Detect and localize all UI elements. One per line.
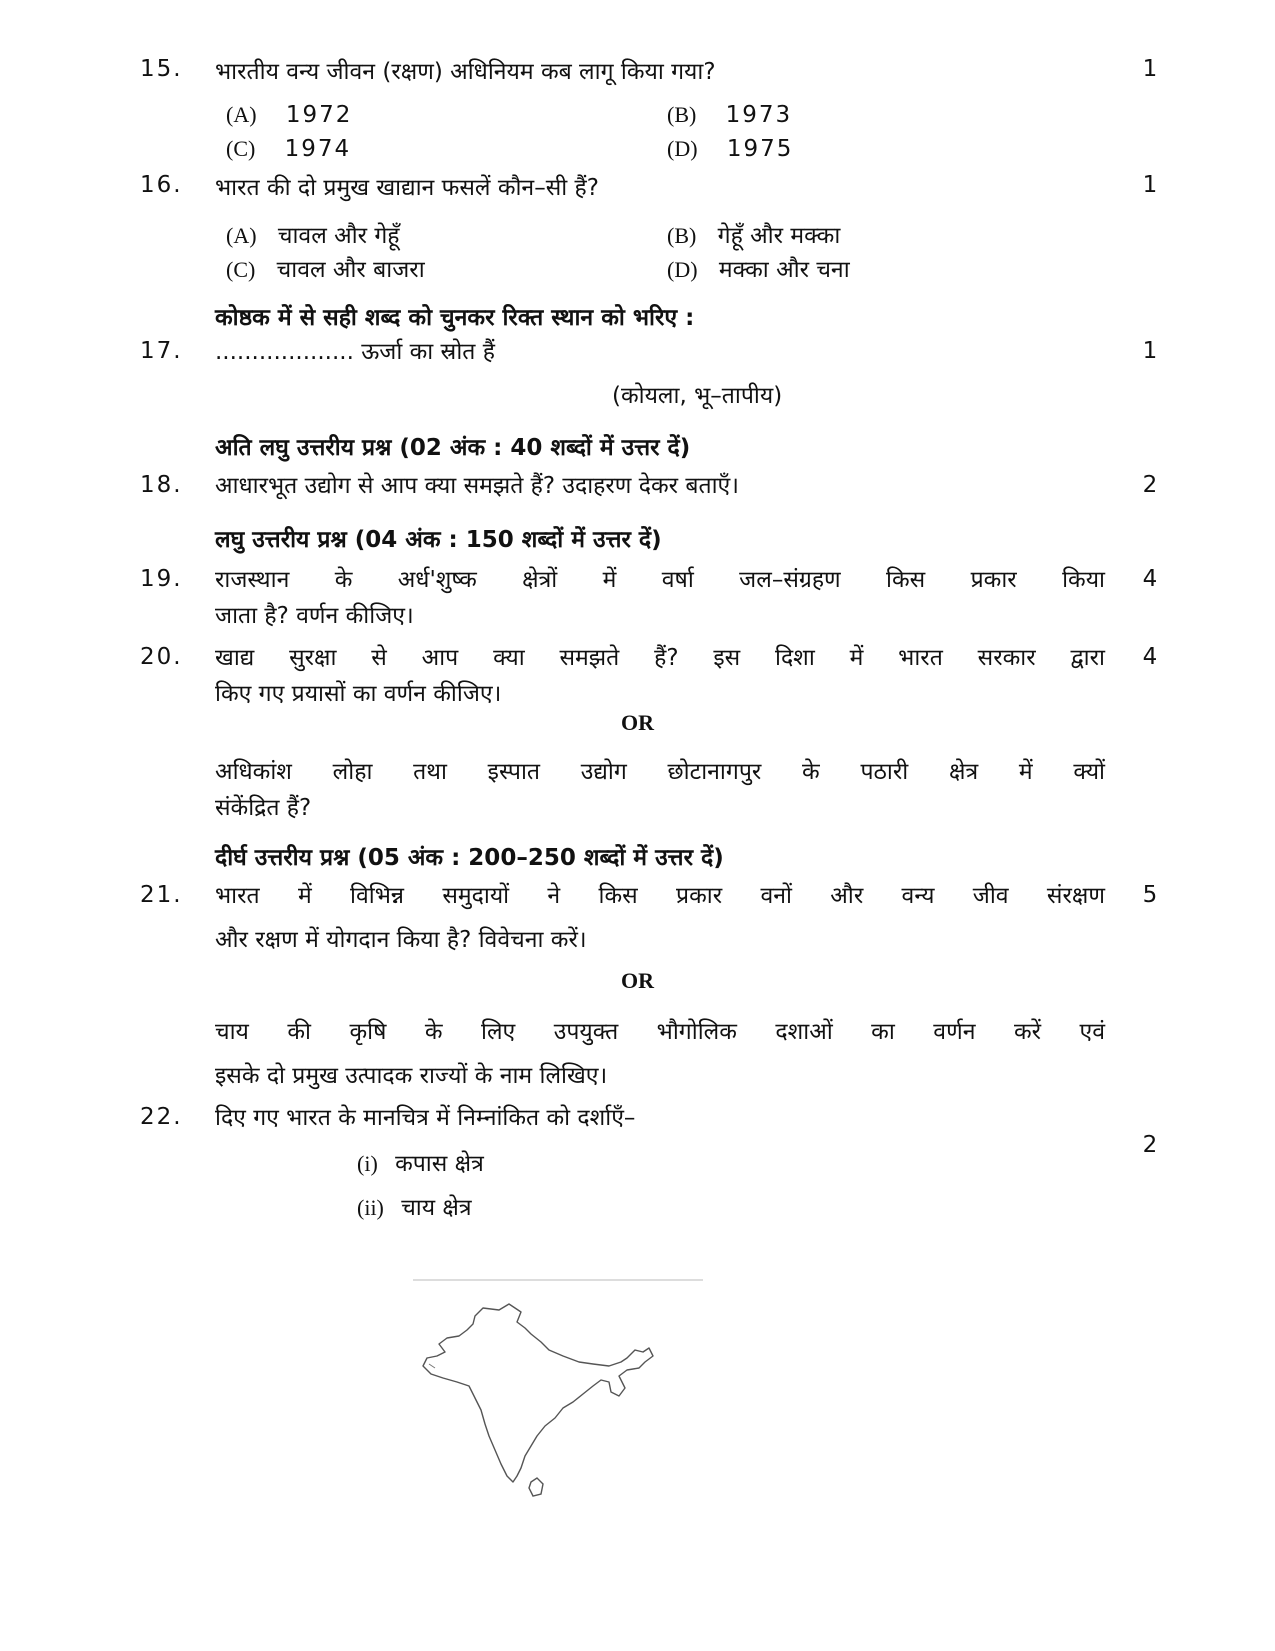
q19-marks: 4: [1142, 566, 1158, 592]
q16-marks: 1: [1142, 172, 1158, 198]
item-text: चाय क्षेत्र: [401, 1195, 472, 1221]
q15-option-d: [667, 136, 793, 162]
q15-option-c: [226, 136, 351, 162]
q21-marks: 5: [1142, 882, 1158, 908]
option-label: (B): [667, 223, 697, 248]
option-text: गेहूँ और मक्का: [717, 223, 841, 249]
q20-number: 20.: [140, 644, 183, 670]
item-text: कपास क्षेत्र: [395, 1151, 484, 1177]
section-short-answer: लघु उत्तरीय प्रश्न (04 अंक : 150 शब्दों में उत्तर दें): [215, 527, 662, 553]
q18-number: 18.: [140, 472, 183, 498]
coast-detail: [429, 1364, 435, 1368]
option-label: (B): [667, 102, 697, 127]
q16-option-c: [226, 252, 425, 284]
q20-line-1: खाद्य सुरक्षा से आप क्या समझते हैं? इस दिशा में भारत सरकार द्वारा: [215, 645, 1105, 671]
q16-option-a: [226, 218, 400, 250]
q19-line-2: जाता है? वर्णन कीजिए।: [215, 603, 414, 629]
option-label: (A): [226, 223, 257, 248]
q20-marks: 4: [1142, 644, 1158, 670]
option-text: 1975: [726, 136, 794, 162]
q21-number: 21.: [140, 882, 183, 908]
option-label: (D): [667, 257, 698, 282]
q17-text: ................... ऊर्जा का स्रोत हैं: [215, 339, 495, 365]
fill-blank-heading: कोष्ठक में से सही शब्द को चुनकर रिक्त स्थान को भरिए :: [215, 305, 695, 331]
item-label: (ii): [357, 1195, 384, 1220]
option-text: मक्का और चना: [718, 257, 850, 283]
q16-number: 16.: [140, 172, 183, 198]
q21-alt-line-2: इसके दो प्रमुख उत्पादक राज्यों के नाम लिखिए।: [215, 1063, 608, 1089]
q20-line-2: किए गए प्रयासों का वर्णन कीजिए।: [215, 681, 502, 707]
q20-alt-line-2: संकेंद्रित हैं?: [215, 795, 312, 821]
q20-or-separator: OR: [621, 710, 654, 735]
india-outline-map: [413, 1278, 709, 1510]
q21-line-1: भारत में विभिन्न समुदायों ने किस प्रकार वनों और वन्य जीव संरक्षण: [215, 883, 1105, 909]
q22-number: 22.: [140, 1104, 183, 1130]
item-label: (i): [357, 1151, 378, 1176]
q22-text: दिए गए भारत के मानचित्र में निम्नांकित को दर्शाएँ–: [215, 1105, 636, 1131]
option-text: चावल और गेहूँ: [277, 223, 400, 249]
option-label: (D): [667, 136, 698, 161]
q15-option-b: [667, 102, 792, 128]
q16-text: भारत की दो प्रमुख खाद्यान फसलें कौन–सी हैं?: [215, 175, 599, 201]
q16-option-b: [667, 218, 840, 250]
q21-line-2: और रक्षण में योगदान किया है? विवेचना करें।: [215, 927, 587, 953]
sri-lanka-outline-path: [529, 1478, 543, 1496]
option-text: चावल और बाजरा: [276, 257, 425, 283]
q21-alt-line-1: चाय की कृषि के लिए उपयुक्त भौगोलिक दशाओं का वर्णन करें एवं: [215, 1019, 1105, 1045]
q18-marks: 2: [1142, 472, 1158, 498]
q17-number: 17.: [140, 338, 183, 364]
q17-choices: (कोयला, भू–तापीय): [612, 383, 783, 409]
section-long-answer: दीर्घ उत्तरीय प्रश्न (05 अंक : 200–250 शब्दों में उत्तर दें): [215, 845, 724, 871]
section-very-short-answer: अति लघु उत्तरीय प्रश्न (02 अंक : 40 शब्दों में उत्तर दें): [215, 435, 691, 461]
q21-or-separator: OR: [621, 968, 654, 993]
option-text: 1972: [285, 102, 353, 128]
q20-alt-line-1: अधिकांश लोहा तथा इस्पात उद्योग छोटानागपुर के पठारी क्षेत्र में क्यों: [215, 759, 1105, 785]
option-label: (C): [226, 136, 256, 161]
q16-option-d: [667, 252, 850, 284]
q19-line-1: राजस्थान के अर्ध'शुष्क क्षेत्रों में वर्षा जल–संग्रहण किस प्रकार किया: [215, 567, 1105, 593]
q15-text: भारतीय वन्य जीवन (रक्षण) अधिनियम कब लागू किया गया?: [215, 59, 716, 85]
q22-item-2: [357, 1190, 472, 1222]
q15-option-a: [226, 102, 352, 128]
option-label: (C): [226, 257, 256, 282]
india-map-graphic: [413, 1278, 709, 1510]
q15-marks: 1: [1142, 56, 1158, 82]
q22-marks: 2: [1142, 1132, 1158, 1158]
q15-number: 15.: [140, 56, 183, 82]
india-outline-path: [423, 1304, 653, 1482]
q22-item-1: [357, 1146, 484, 1178]
q17-marks: 1: [1142, 338, 1158, 364]
option-label: (A): [226, 102, 257, 127]
option-text: 1973: [725, 102, 793, 128]
option-text: 1974: [284, 136, 352, 162]
q18-text: आधारभूत उद्योग से आप क्या समझते हैं? उदाहरण देकर बताएँ।: [215, 473, 739, 499]
q19-number: 19.: [140, 566, 183, 592]
